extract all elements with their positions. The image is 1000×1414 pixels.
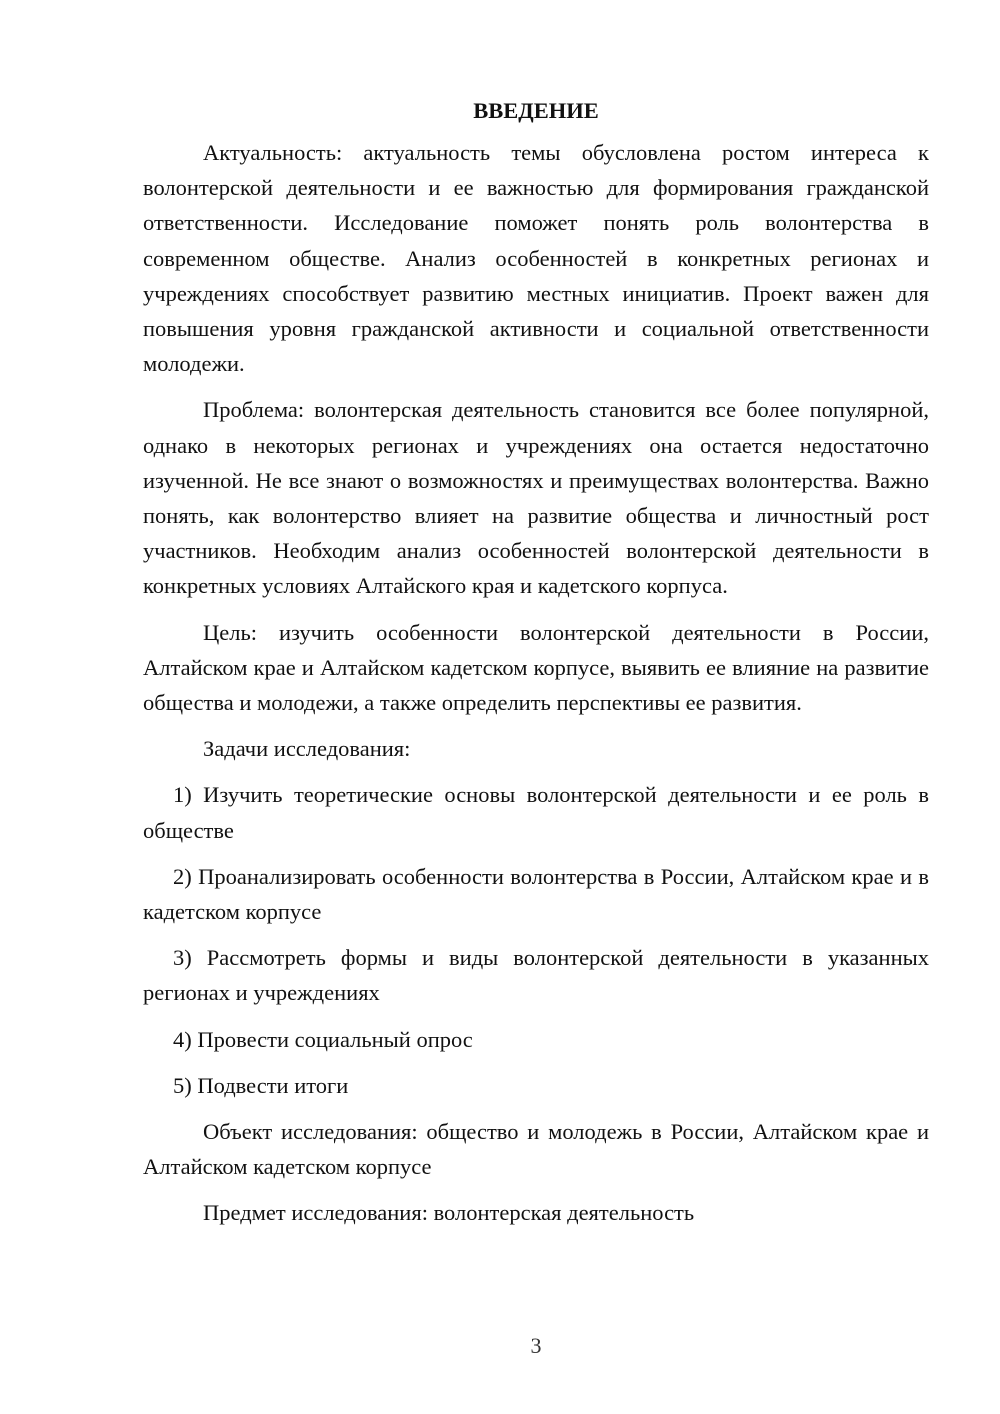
document-body: [143, 95, 929, 1242]
task-item-4: 4) Провести социальный опрос: [173, 1026, 473, 1052]
subject-paragraph: Предмет исследования: волонтерская деятельность: [203, 1200, 695, 1226]
problem-paragraph: Проблема: волонтерская деятельность становится все более популярной, однако в некоторых регионах и учреждениях она остается недостаточно изученной. Не все знают о возможностях и преимуществах волонтерства. Важно понять, как волонтерство влияет на развитие общества и личностный рост участников. Необходим анализ особенностей волонтерской деятельности в конкретных условиях Алтайского края и кадетского корпуса.: [143, 397, 929, 599]
document-title: ВВЕДЕНИЕ: [473, 98, 599, 123]
goal-paragraph: Цель: изучить особенности волонтерской деятельности в России, Алтайском крае и Алтайском кадетском корпусе, выявить ее влияние на развитие общества и молодежи, а также определить перспективы ее развития.: [143, 619, 929, 716]
task-item-5: 5) Подвести итоги: [173, 1072, 349, 1098]
task-item-2: 2) Проанализировать особенности волонтерства в России, Алтайском крае и в кадетском корпусе: [143, 863, 929, 925]
relevance-paragraph: Актуальность: актуальность темы обусловлена ростом интереса к волонтерской деятельности и ее важностью для формирования гражданской ответственности. Исследование поможет понять роль волонтерства в современном обществе. Анализ особенностей в конкретных регионах и учреждениях способствует развитию местных инициатив. Проект важен для повышения уровня гражданской активности и социальной ответственности молодежи.: [143, 140, 929, 377]
object-paragraph: Объект исследования: общество и молодежь в России, Алтайском крае и Алтайском кадетском корпусе: [143, 1119, 929, 1180]
task-item-3: 3) Рассмотреть формы и виды волонтерской деятельности в указанных регионах и учреждениях: [143, 945, 929, 1006]
tasks-heading: Задачи исследования:: [203, 736, 411, 762]
task-item-1: 1) Изучить теоретические основы волонтерской деятельности и ее роль в обществе: [143, 782, 929, 843]
page-number: 3: [530, 1333, 542, 1358]
